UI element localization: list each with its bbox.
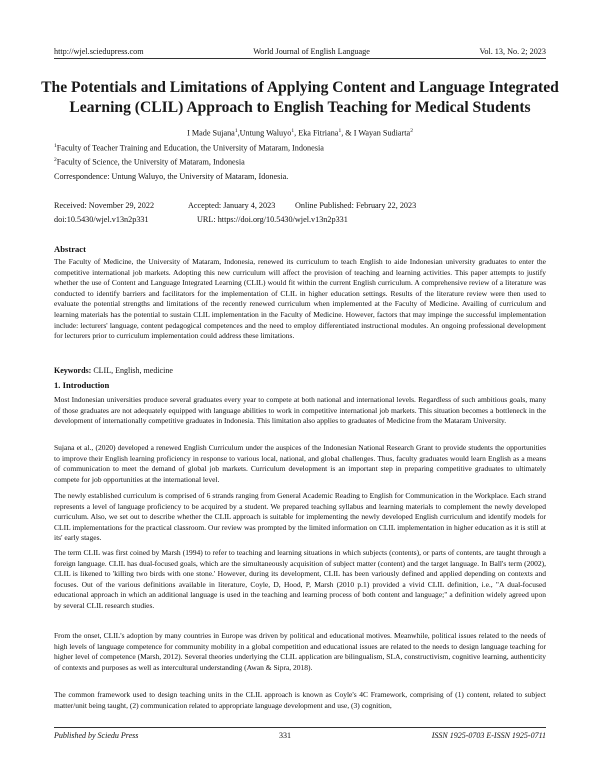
author-list bbox=[54, 128, 546, 138]
doi[interactable]: doi:10.5430/wjel.v13n2p331 bbox=[54, 215, 149, 224]
abstract-text: The Faculty of Medicine, the University of Mataram, Indonesia, renewed its curriculum to teach English to aide Indonesian university graduates to enter the competitive international job markets. Adopting this new curriculum will affect the provision of teaching and learning activities. This paper attempts to justify whether the use of Content and Language Integrated Learning (CLIL) would fit within the current English curriculum. A comprehensive review of a literature was conducted to identify barriers and facilitators for the implementation of CLIL in higher education settings. Results of the literature review were then used to evaluate the potential strengths and limitations of the recently renewed curriculum when implemented at the Faculty of Medicine. Availing of curriculum and learning materials has the potential to sustain CLIL implementation in the Faculty of Medicine. However, factors that may impinge the successful implementation include: lecturers' language, content pedagogical competences and the need to employ differentiated instructional modules. An ongoing professional development for lecturers prior to curriculum implementation could address these limitations. bbox=[54, 257, 546, 341]
keywords-label: Keywords: bbox=[54, 366, 92, 375]
author-affil-marker: 1 bbox=[291, 128, 295, 134]
correspondence: Correspondence: Untung Waluyo, the University of Mataram, Idonesia. bbox=[54, 172, 289, 181]
page-number: 331 bbox=[279, 731, 292, 740]
author-name: Eka Fitriana bbox=[298, 128, 339, 138]
author-separator: , bbox=[294, 128, 299, 138]
issn: ISSN 1925-0703 E-ISSN 1925-0711 bbox=[431, 731, 546, 740]
affiliation-1 bbox=[54, 143, 546, 153]
received-date: Received: November 29, 2022 bbox=[54, 201, 155, 210]
abstract-heading: Abstract bbox=[54, 244, 86, 254]
paragraph: From the onset, CLIL's adoption by many countries in Europe was driven by political and educational motives. Meanwhile, political issues related to the needs of high levels of language competence for community mobility in a global competition and educational issues are related to the needs to design language teaching for higher level of competence (Marsh, 2012). Several theories underlying the CLIL application are bilingualism, SLA, constructivism, cognitive learning, authenticity of contexts and purposes as well as intercultural understanding (Awan & Sipra, 2018). bbox=[54, 631, 546, 672]
author-affil-marker: 1 bbox=[234, 128, 238, 134]
published-date: Online Published: February 22, 2023 bbox=[295, 201, 417, 210]
author-separator: , bbox=[237, 128, 240, 138]
section-heading: 1. Introduction bbox=[54, 380, 110, 390]
accepted-date: Accepted: January 4, 2023 bbox=[188, 201, 276, 210]
affiliation-2 bbox=[54, 157, 546, 167]
paragraph: The newly established curriculum is comprised of 6 strands ranging from General Academic Reading to English for Communication in the Workplace. Each strand represents a level of language proficiency to be acquired by a student. We prepared teaching syllabus and learning materials to complement the newly developed curriculum. Also, we set out to describe whether the CLIL approach is suitable for implementing the newly developed English curriculum and identify models for CLIL implementations for the practical classroom. Our review was prompted by the limited information on CLIL implementation in higher education as it is still at its' early stages. bbox=[54, 491, 546, 543]
doi-url[interactable]: URL: https://doi.org/10.5430/wjel.v13n2p331 bbox=[197, 215, 348, 224]
keywords-text: CLIL, English, medicine bbox=[91, 366, 173, 375]
affiliation-text: Faculty of Teacher Training and Education, the University of Mataram, Indonesia bbox=[56, 143, 324, 153]
paper-title: The Potentials and Limitations of Applying Content and Language Integrated Learning (CLIL) Approach to English Teaching for Medical Students bbox=[41, 79, 559, 116]
author-affil-marker: 2 bbox=[410, 128, 413, 134]
volume-info: Vol. 13, No. 2; 2023 bbox=[479, 47, 546, 56]
author-name: I Wayan Sudiarta bbox=[353, 128, 411, 138]
publisher: Published by Sciedu Press bbox=[54, 731, 139, 740]
author-name: I Made Sujana bbox=[187, 128, 235, 138]
header-rule bbox=[54, 58, 546, 59]
footer-rule bbox=[54, 727, 546, 728]
journal-url[interactable]: http://wjel.sciedupress.com bbox=[54, 47, 144, 56]
author-affil-marker: 1 bbox=[338, 128, 342, 134]
running-header bbox=[54, 44, 546, 56]
affiliation-marker: 2 bbox=[54, 157, 57, 163]
author-name: Untung Waluyo bbox=[239, 128, 292, 138]
paragraph: Most Indonesian universities produce several graduates every year to compete at both national and international levels. Regardless of such ambitious goals, many of those graduates are not adequately equipped with language abilities to work in competitive international job markets. This situation becomes a bottleneck in the development of internationally competitive graduates in Indonesia. This limitation also applies to graduates of Medicine from the Mataram University. bbox=[54, 395, 546, 426]
journal-name: World Journal of English Language bbox=[253, 47, 370, 56]
affiliation-text: Faculty of Science, the University of Mataram, Indonesia bbox=[56, 157, 245, 167]
page-footer bbox=[54, 731, 546, 743]
affiliation-marker: 1 bbox=[54, 143, 57, 149]
paragraph: The common framework used to design teaching units in the CLIL approach is known as Coyle's 4C Framework, comprising of (1) content, related to subject matter/unit being taught, (2) communication related to appropriate language development and use, (3) cognition, bbox=[54, 690, 546, 710]
paragraph: The term CLIL was first coined by Marsh (1994) to refer to teaching and learning situations in which subjects (contents), or parts of contents, are taught through a foreign language. CLIL has dual-focused goals, which are the simultaneously acquisition of subject matter (content) and the target language. In Ball's term (2002), CLIL is likened to 'killing two birds with one stone.' However, during its development, CLIL has been variously defined and applied depending on contexts and focuses. Out of the various definitions available in literature, Coyle, D, Hood, P, Marsh (2010 p.1) provided a vivid CLIL definition, i.e., "A dual-focused educational approach in which an additional language is used in the teaching and learning process of both content and language;" a definition widely agreed upon by several CLIL research studies. bbox=[54, 548, 546, 610]
keywords-line bbox=[54, 366, 173, 375]
author-separator: , & bbox=[341, 128, 354, 138]
paragraph: Sujana et al., (2020) developed a renewed English Curriculum under the auspices of the Indonesian National Research Grant to provide students the opportunities to improve their English learning proficiency in response to various local, national, and global challenges. Thus, faculty graduates would learn English as a means of communication to meet the demand of global job markets. Curriculum development is an important step in preparing competitive graduates to ultimately compete for job opportunities at the international level. bbox=[54, 443, 546, 484]
